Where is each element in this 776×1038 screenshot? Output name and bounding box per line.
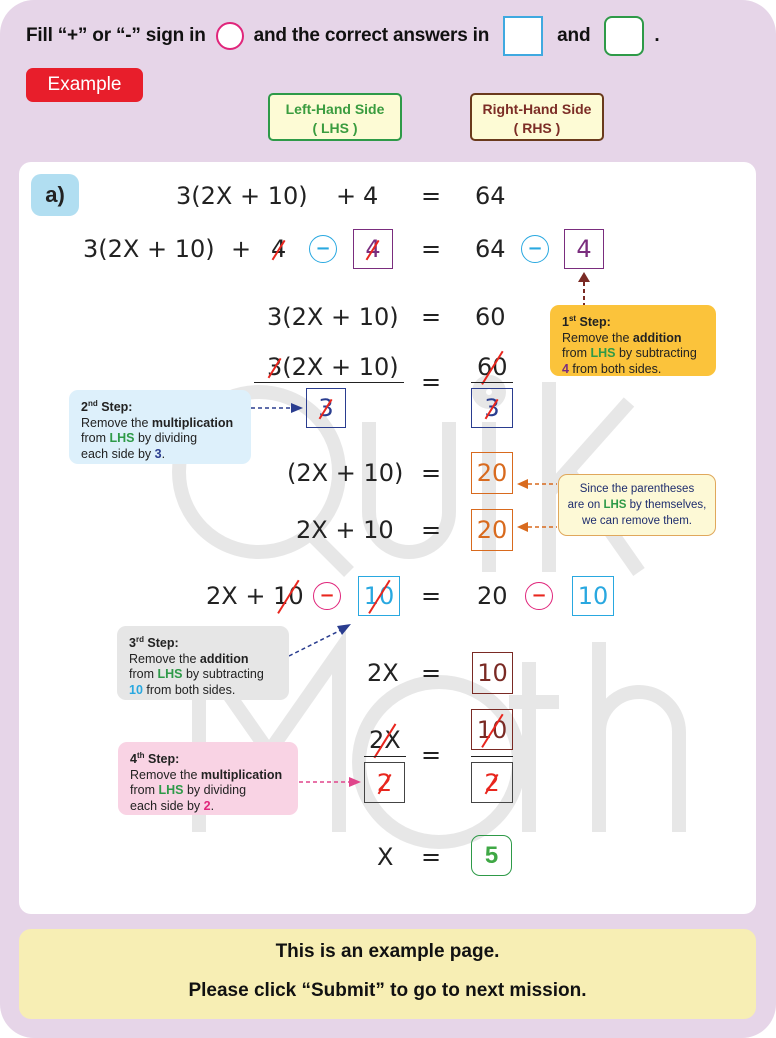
text: are on	[567, 499, 604, 511]
row4-rhs-denominator-box[interactable]	[471, 388, 513, 428]
step1-title	[562, 311, 704, 331]
value: 3	[154, 446, 162, 461]
step-word: Step:	[97, 400, 133, 415]
row4-equals: =	[421, 368, 442, 396]
row9-lhs-denominator-box[interactable]	[364, 762, 405, 803]
step4-note	[118, 742, 298, 815]
row5-rhs-answer-box[interactable]: 20	[471, 452, 513, 494]
lhs-keyword: LHS	[157, 667, 183, 682]
row9-lhs-numerator	[369, 725, 401, 755]
step-sup: th	[136, 751, 145, 760]
row7-lhs-answer-box[interactable]	[358, 576, 400, 616]
answer-box-legend-icon	[503, 16, 543, 56]
row7-lhs	[206, 581, 304, 611]
row5-lhs: (2X + 10)	[287, 459, 404, 487]
row8-rhs-answer-box[interactable]: 10	[472, 652, 513, 694]
struck-value: 4	[365, 235, 381, 263]
text: from	[130, 783, 159, 798]
struck-value: 3	[267, 353, 283, 381]
lhs-keyword: LHS	[603, 499, 627, 511]
text: Remove the	[81, 415, 152, 430]
row2-equals: =	[421, 235, 442, 263]
keyword: multiplication	[151, 415, 234, 430]
numerator-rest: (2X + 10)	[282, 353, 399, 381]
row8-lhs: 2X	[367, 659, 399, 687]
step3-note	[117, 626, 289, 700]
parens-arrow-2-icon	[517, 521, 557, 533]
row6-rhs-answer-box[interactable]: 20	[471, 509, 513, 551]
row9-equals: =	[421, 741, 442, 769]
step4-arrow-icon	[299, 776, 361, 788]
step-sup: st	[568, 314, 577, 323]
text: Since the parentheses	[579, 483, 695, 495]
row1-plus: +	[336, 182, 357, 210]
row2-lhs-sign-circle[interactable]: −	[309, 235, 337, 263]
step-sup: nd	[87, 399, 98, 408]
text: from	[81, 431, 110, 446]
text: Remove the	[130, 767, 201, 782]
lhs-label-line2: ( LHS )	[312, 120, 358, 136]
step2-note	[69, 390, 251, 464]
row1-rhs: 64	[475, 182, 506, 210]
value: 10	[129, 682, 143, 697]
row1-lhs-a: 3(2X + 10)	[176, 182, 308, 210]
example-badge: Example	[26, 68, 143, 102]
example-card	[19, 162, 756, 914]
lhs-keyword: LHS	[158, 783, 184, 798]
struck-value: 3	[484, 394, 500, 422]
row3-lhs: 3(2X + 10)	[267, 303, 399, 331]
step-word: Step:	[144, 752, 180, 767]
row2-rhs: 64	[475, 235, 506, 263]
row2-plus: +	[231, 235, 252, 263]
struck-value: 2	[376, 768, 393, 797]
row8-equals: =	[421, 659, 442, 687]
value: 2	[203, 798, 211, 813]
row4-lhs-denominator-box[interactable]	[306, 388, 346, 428]
row3-rhs: 60	[475, 303, 506, 331]
row9-rhs-denominator-box[interactable]	[471, 762, 513, 803]
row10-equals: =	[421, 843, 442, 871]
struck-value: 10	[363, 582, 395, 610]
row7-lhs-sign-circle[interactable]: −	[313, 582, 341, 610]
step-num: 1	[562, 315, 569, 330]
step1-note	[550, 305, 716, 376]
keyword: addition	[632, 330, 682, 345]
row2-rhs-sign-circle[interactable]: −	[521, 235, 549, 263]
row7-rhs-sign-circle[interactable]: −	[525, 582, 553, 610]
step-word: Step:	[576, 315, 611, 330]
text: .	[210, 798, 215, 813]
step2-arrow-icon	[251, 402, 303, 414]
row4-lhs-numerator	[267, 352, 399, 382]
instruction	[26, 18, 659, 54]
row5-equals: =	[421, 459, 442, 487]
text: by subtracting	[615, 346, 697, 361]
rhs-label-line1: Right-Hand Side	[482, 101, 592, 117]
parens-arrow-1-icon	[517, 478, 557, 490]
row10-lhs: X	[377, 843, 394, 871]
text: each side by	[81, 446, 155, 461]
rhs-label-line2: ( RHS )	[513, 120, 561, 136]
sign-circle-legend-icon	[216, 22, 244, 50]
rounded-answer-box-legend-icon	[604, 16, 644, 56]
row2-lhs-a: 3(2X + 10)	[83, 235, 215, 263]
part-label: a)	[31, 174, 79, 216]
final-answer-box[interactable]: 5	[471, 835, 512, 876]
text: from	[129, 667, 158, 682]
row1-equals: =	[421, 182, 442, 210]
text: by themselves,	[626, 499, 707, 511]
lhs-text: 2X +	[206, 582, 274, 610]
lhs-keyword: LHS	[109, 431, 135, 446]
row7-rhs-answer-box[interactable]: 10	[572, 576, 614, 616]
step-num: 4	[130, 752, 137, 767]
row2-struck-4	[271, 234, 286, 264]
text: from both sides.	[568, 361, 662, 376]
instruction-text-2: and the correct answers in	[253, 25, 490, 46]
row7-rhs: 20	[477, 582, 508, 610]
row7-equals: =	[421, 582, 442, 610]
value: 4	[562, 361, 569, 376]
text: from	[562, 346, 591, 361]
struck-value: 10	[476, 715, 508, 744]
text: Remove the	[129, 651, 200, 666]
step-num: 3	[129, 636, 136, 651]
struck-value: 60	[477, 353, 508, 381]
keyword: multiplication	[200, 767, 283, 782]
lhs-label-line1: Left-Hand Side	[285, 101, 385, 117]
row4-rhs-numerator	[477, 352, 508, 382]
footer-line-1: This is an example page.	[275, 941, 500, 962]
lhs-label	[268, 93, 402, 141]
parentheses-note	[558, 474, 716, 536]
instruction-text-1: Fill “+” or “-” sign in	[26, 25, 206, 46]
row2-rhs-answer-box[interactable]: 4	[564, 229, 604, 269]
keyword: addition	[199, 651, 249, 666]
rhs-label	[470, 93, 604, 141]
text: from both sides.	[142, 682, 236, 697]
struck-value: 4	[271, 235, 287, 263]
instruction-text-3: and	[557, 25, 591, 46]
row4-lhs-fraction-bar	[254, 382, 404, 383]
row6-equals: =	[421, 516, 442, 544]
row1-lhs-b: 4	[363, 182, 379, 210]
row9-rhs-numerator-box[interactable]	[471, 709, 513, 750]
text: by dividing	[134, 431, 198, 446]
step-word: Step:	[143, 636, 179, 651]
step-sup: rd	[135, 635, 144, 644]
lhs-keyword: LHS	[590, 346, 616, 361]
struck-value: 2X	[369, 726, 401, 754]
row3-equals: =	[421, 303, 442, 331]
text: Remove the	[562, 330, 633, 345]
row2-lhs-answer-box[interactable]	[353, 229, 393, 269]
struck-value: 3	[318, 394, 334, 422]
row4-rhs-fraction-bar	[471, 382, 513, 383]
footer-line-2: Please click “Submit” to go to next mission.	[188, 980, 587, 1001]
step-num: 2	[81, 400, 88, 415]
text: by subtracting	[182, 667, 264, 682]
row9-rhs-fraction-bar	[471, 756, 513, 757]
struck-value: 10	[273, 582, 304, 610]
row9-lhs-fraction-bar	[364, 756, 406, 757]
text: .	[161, 446, 166, 461]
footer-message	[19, 929, 756, 1019]
struck-value: 2	[484, 768, 500, 797]
row6-lhs: 2X + 10	[296, 516, 394, 544]
text: each side by	[130, 798, 204, 813]
text: we can remove them.	[582, 515, 692, 527]
step3-arrow-icon	[287, 620, 353, 660]
text: by dividing	[183, 783, 247, 798]
step1-arrow-icon	[577, 270, 591, 308]
instruction-text-4: .	[654, 25, 660, 46]
